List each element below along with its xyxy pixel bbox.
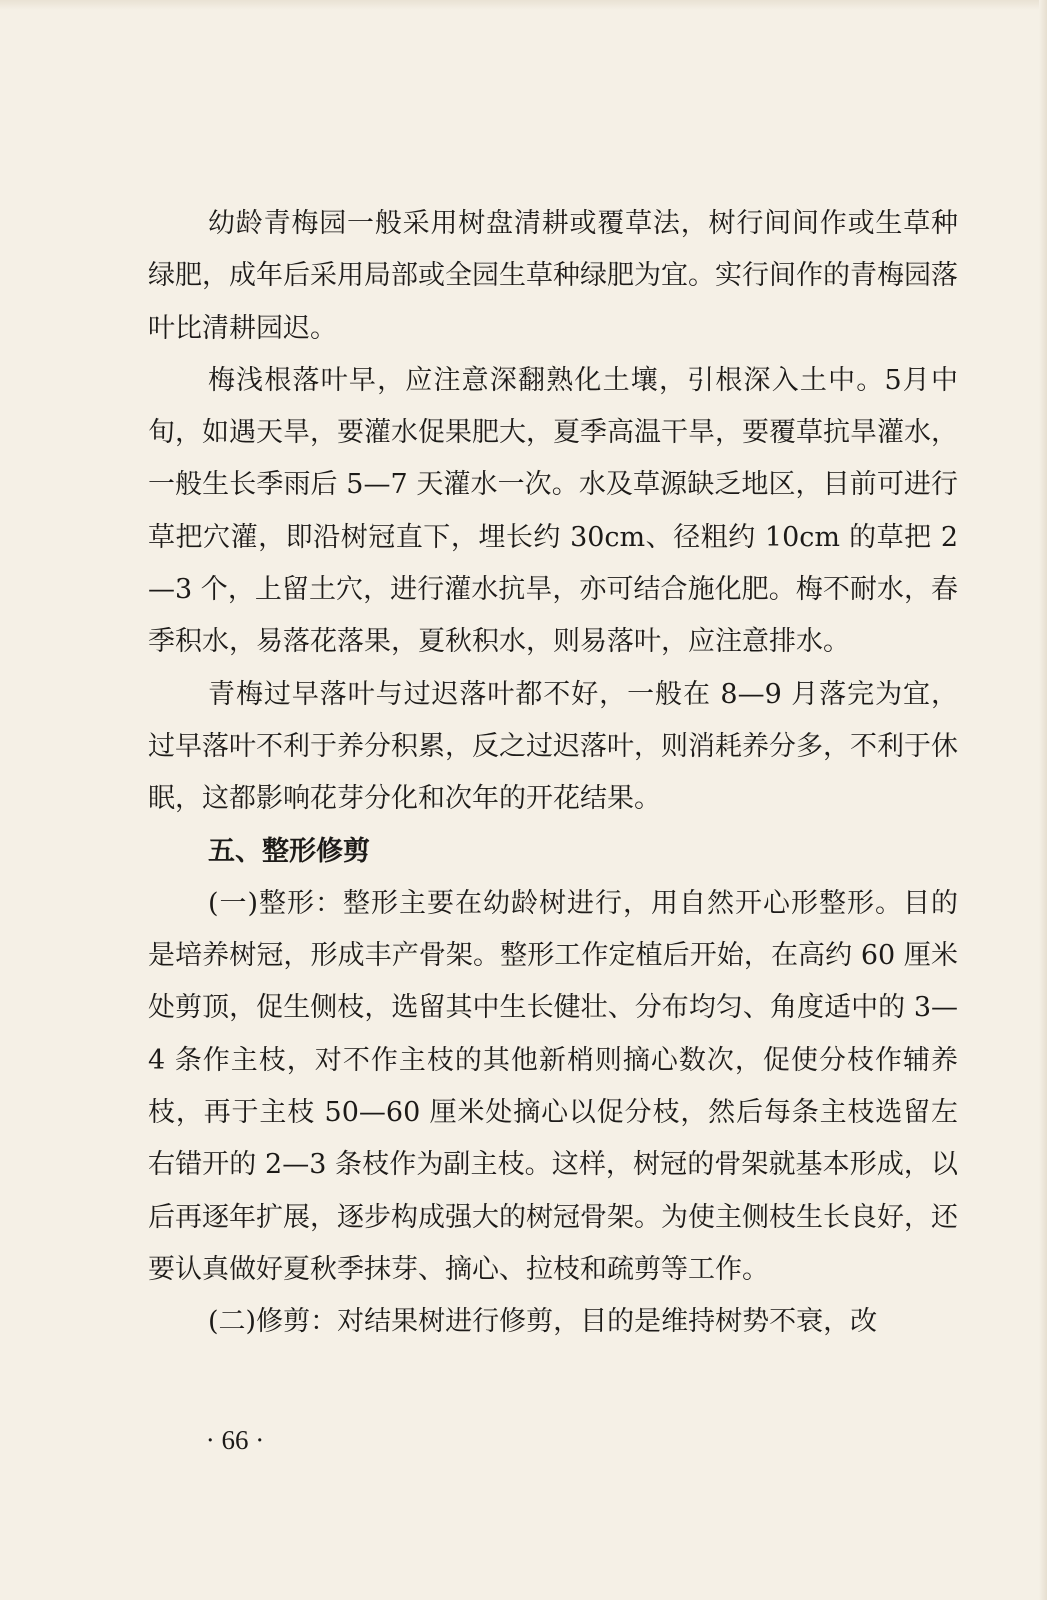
paragraph-leaf-fall: 青梅过早落叶与过迟落叶都不好，一般在 8—9 月落完为宜，过早落叶不利于养分积累，反之过迟落叶，则消耗养分多，不利于休眠，这都影响花芽分化和次年的开花结果。	[148, 678, 958, 815]
body-text	[148, 198, 958, 1349]
paragraph-shaping: (一)整形：整形主要在幼龄树进行，用自然开心形整形。目的是培养树冠，形成丰产骨架。整形工作定植后开始，在高约 60 厘米处剪顶，促生侧枝，选留其中生长健壮、分布均匀、角度适中的 3—4 条作主枝，对不作主枝的其他新梢则摘心数次，促使分枝作辅养枝，再于主枝 50—60 厘米处摘心以促分枝，然后每条主枝选留左右错开的 2—3 条枝作为副主枝。这样，树冠的骨架就基本形成，以后再逐年扩展，逐步构成强大的树冠骨架。为使主侧枝生长良好，还要认真做好夏秋季抹芽、摘心、拉枝和疏剪等工作。	[148, 887, 958, 1285]
page-edge-right	[1039, 0, 1047, 1600]
paragraph-young-orchard: 幼龄青梅园一般采用树盘清耕或覆草法，树行间间作或生草种绿肥，成年后采用局部或全园生草种绿肥为宜。实行间作的青梅园落叶比清耕园迟。	[148, 208, 958, 344]
section-heading: 五、整形修剪	[208, 835, 370, 867]
paragraph-irrigation: 梅浅根落叶早，应注意深翻熟化土壤，引根深入土中。5月中旬，如遇天旱，要灌水促果肥大，夏季高温干旱，要覆草抗旱灌水，一般生长季雨后 5—7 天灌水一次。水及草源缺乏地区，目前可进行草把穴灌，即沿树冠直下，埋长约 30cm、径粗约 10cm 的草把 2—3 个，上留土穴，进行灌水抗旱，亦可结合施化肥。梅不耐水，春季积水，易落花落果，夏秋积水，则易落叶，应注意排水。	[148, 364, 958, 658]
page-number: · 66 ·	[205, 1425, 265, 1455]
page-edge-top	[0, 0, 1047, 10]
paragraph-pruning: (二)修剪：对结果树进行修剪，目的是维持树势不衰，改	[208, 1306, 878, 1338]
